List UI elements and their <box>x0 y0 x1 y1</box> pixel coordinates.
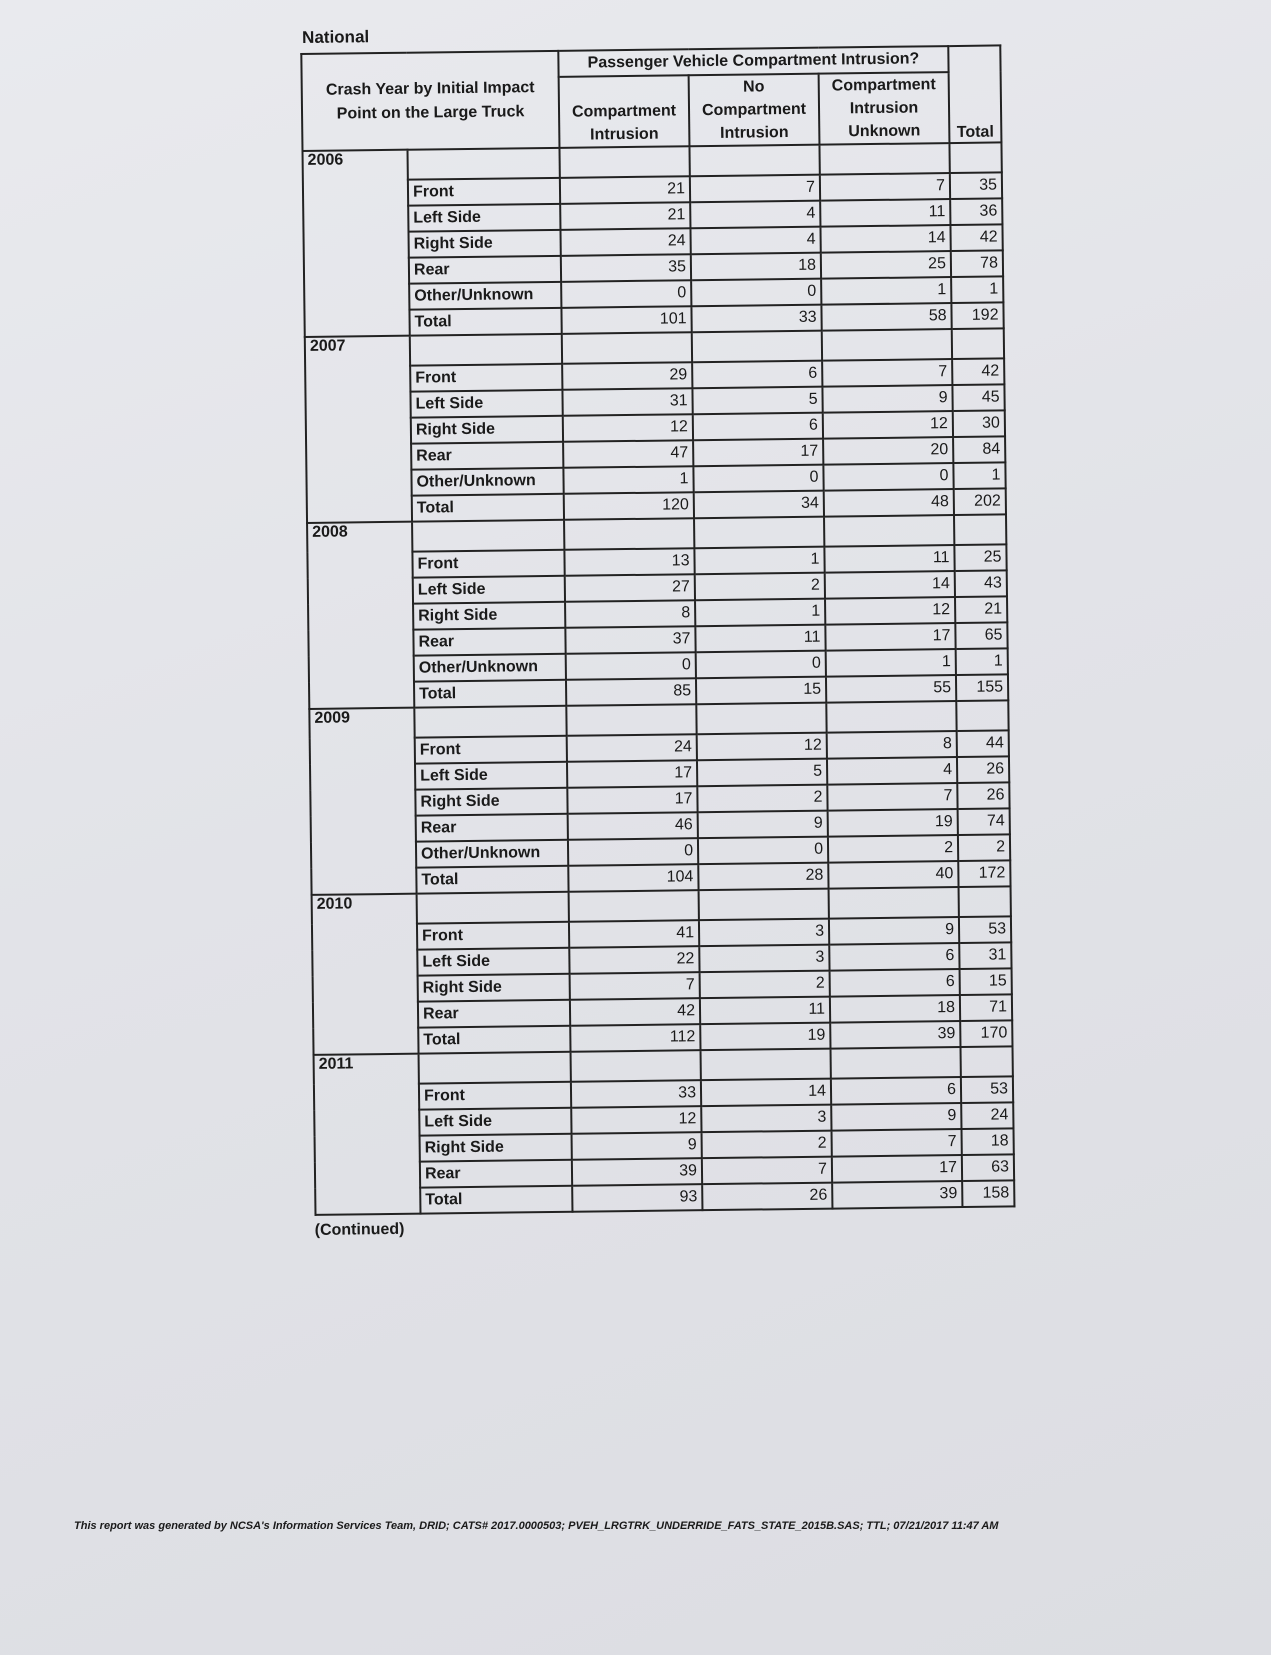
impact-point-cell: Total <box>420 1186 572 1214</box>
value-cell: 7 <box>827 783 957 811</box>
empty-cell <box>699 889 829 921</box>
value-cell: 24 <box>560 228 690 256</box>
value-cell: 37 <box>565 626 695 654</box>
value-cell: 14 <box>701 1079 831 1107</box>
impact-point-cell: Front <box>412 550 564 578</box>
empty-cell <box>694 517 824 549</box>
year-cell: 2008 <box>307 522 414 709</box>
value-cell: 85 <box>566 678 696 706</box>
value-cell: 24 <box>961 1102 1013 1129</box>
col-header-unknown: Compartment Intrusion Unknown <box>819 72 950 145</box>
value-cell: 3 <box>699 945 829 973</box>
value-cell: 1 <box>956 648 1008 675</box>
value-cell: 41 <box>569 920 699 948</box>
empty-cell <box>564 518 694 550</box>
value-cell: 15 <box>696 677 826 705</box>
value-cell: 39 <box>832 1181 962 1209</box>
empty-cell <box>407 148 559 180</box>
value-cell: 45 <box>952 384 1004 411</box>
value-cell: 65 <box>955 622 1007 649</box>
year-cell: 2010 <box>312 894 419 1055</box>
value-cell: 6 <box>831 1077 961 1105</box>
impact-point-cell: Front <box>410 364 562 392</box>
empty-cell <box>417 892 569 924</box>
value-cell: 31 <box>562 388 692 416</box>
value-cell: 7 <box>822 359 952 387</box>
impact-point-cell: Front <box>415 736 567 764</box>
col-header-no-intrusion: No Compartment Intrusion <box>689 74 820 147</box>
value-cell: 35 <box>561 254 691 282</box>
empty-cell <box>571 1050 701 1082</box>
value-cell: 58 <box>821 303 951 331</box>
value-cell: 63 <box>962 1154 1014 1181</box>
value-cell: 25 <box>821 251 951 279</box>
value-cell: 1 <box>563 466 693 494</box>
value-cell: 48 <box>824 489 954 517</box>
region-label: National <box>301 27 370 47</box>
value-cell: 0 <box>693 465 823 493</box>
value-cell: 6 <box>830 969 960 997</box>
empty-cell <box>826 701 956 733</box>
value-cell: 17 <box>825 623 955 651</box>
value-cell: 1 <box>821 277 951 305</box>
value-cell: 101 <box>561 306 691 334</box>
value-cell: 12 <box>823 411 953 439</box>
value-cell: 12 <box>697 733 827 761</box>
impact-point-cell: Right Side <box>408 230 560 258</box>
value-cell: 6 <box>693 413 823 441</box>
value-cell: 0 <box>698 837 828 865</box>
value-cell: 7 <box>690 175 820 203</box>
empty-cell <box>414 706 566 738</box>
value-cell: 74 <box>958 808 1010 835</box>
impact-point-cell: Rear <box>420 1160 572 1188</box>
value-cell: 4 <box>690 201 820 229</box>
value-cell: 2 <box>697 785 827 813</box>
empty-cell <box>956 700 1008 731</box>
value-cell: 11 <box>700 997 830 1025</box>
impact-point-cell: Front <box>419 1082 571 1110</box>
value-cell: 0 <box>696 651 826 679</box>
value-cell: 53 <box>961 1076 1013 1103</box>
value-cell: 46 <box>568 812 698 840</box>
value-cell: 3 <box>699 919 829 947</box>
impact-point-cell: Rear <box>409 256 561 284</box>
value-cell: 12 <box>571 1106 701 1134</box>
impact-point-cell: Other/Unknown <box>414 654 566 682</box>
value-cell: 12 <box>825 597 955 625</box>
empty-cell <box>696 703 826 735</box>
impact-point-cell: Other/Unknown <box>409 282 561 310</box>
value-cell: 14 <box>820 225 950 253</box>
value-cell: 158 <box>962 1180 1014 1207</box>
impact-point-cell: Right Side <box>411 416 563 444</box>
value-cell: 93 <box>572 1184 702 1212</box>
impact-point-cell: Rear <box>418 1000 570 1028</box>
year-cell: 2009 <box>309 708 416 895</box>
value-cell: 44 <box>957 730 1009 757</box>
impact-point-cell: Front <box>417 922 569 950</box>
value-cell: 21 <box>560 176 690 204</box>
value-cell: 9 <box>572 1132 702 1160</box>
value-cell: 1 <box>826 649 956 677</box>
impact-point-cell: Left Side <box>419 1108 571 1136</box>
impact-point-cell: Left Side <box>413 576 565 604</box>
value-cell: 14 <box>825 571 955 599</box>
value-cell: 31 <box>959 942 1011 969</box>
value-cell: 28 <box>698 863 828 891</box>
value-cell: 47 <box>563 440 693 468</box>
value-cell: 12 <box>563 414 693 442</box>
empty-cell <box>829 887 959 919</box>
value-cell: 7 <box>570 972 700 1000</box>
value-cell: 21 <box>955 596 1007 623</box>
value-cell: 8 <box>827 731 957 759</box>
value-cell: 71 <box>960 994 1012 1021</box>
value-cell: 1 <box>694 547 824 575</box>
impact-point-cell: Left Side <box>415 762 567 790</box>
value-cell: 21 <box>560 202 690 230</box>
value-cell: 9 <box>822 385 952 413</box>
report-page <box>300 19 1016 1239</box>
value-cell: 17 <box>567 786 697 814</box>
value-cell: 6 <box>692 361 822 389</box>
value-cell: 22 <box>569 946 699 974</box>
value-cell: 4 <box>827 757 957 785</box>
impact-point-cell: Rear <box>411 442 563 470</box>
group-header: Passenger Vehicle Compartment Intrusion? <box>558 46 948 77</box>
value-cell: 8 <box>565 600 695 628</box>
empty-cell <box>410 334 562 366</box>
impact-point-cell: Front <box>408 178 560 206</box>
impact-point-cell: Total <box>418 1026 570 1054</box>
value-cell: 53 <box>959 916 1011 943</box>
value-cell: 170 <box>960 1020 1012 1047</box>
value-cell: 36 <box>950 198 1002 225</box>
impact-point-cell: Total <box>409 308 561 336</box>
value-cell: 5 <box>697 759 827 787</box>
empty-cell <box>692 331 822 363</box>
empty-cell <box>824 515 954 547</box>
impact-point-cell: Total <box>412 494 564 522</box>
value-cell: 9 <box>698 811 828 839</box>
impact-point-cell: Right Side <box>413 602 565 630</box>
col-header-intrusion: Compartment Intrusion <box>559 75 690 148</box>
table-body <box>303 142 1015 1214</box>
value-cell: 24 <box>567 734 697 762</box>
value-cell: 55 <box>826 675 956 703</box>
value-cell: 7 <box>820 173 950 201</box>
value-cell: 2 <box>958 834 1010 861</box>
impact-point-cell: Right Side <box>415 788 567 816</box>
value-cell: 30 <box>953 410 1005 437</box>
empty-cell <box>689 145 819 177</box>
value-cell: 120 <box>564 492 694 520</box>
value-cell: 1 <box>953 462 1005 489</box>
value-cell: 25 <box>954 544 1006 571</box>
value-cell: 0 <box>691 279 821 307</box>
value-cell: 0 <box>561 280 691 308</box>
value-cell: 84 <box>953 436 1005 463</box>
empty-cell <box>419 1052 571 1084</box>
value-cell: 35 <box>950 172 1002 199</box>
empty-cell <box>822 329 952 361</box>
value-cell: 1 <box>695 599 825 627</box>
empty-cell <box>949 142 1001 173</box>
value-cell: 6 <box>829 943 959 971</box>
crash-table <box>300 44 1015 1215</box>
continued-note: (Continued) <box>314 1220 405 1239</box>
impact-point-cell: Left Side <box>417 948 569 976</box>
value-cell: 42 <box>950 224 1002 251</box>
value-cell: 33 <box>571 1080 701 1108</box>
value-cell: 27 <box>565 574 695 602</box>
value-cell: 9 <box>829 917 959 945</box>
value-cell: 202 <box>954 488 1006 515</box>
report-footer: This report was generated by NCSA's Information Services Team, DRID; CATS# 2017.0000503; PVEH_LRGTRK_UNDERRIDE_FATS_STATE_2015B.SAS; TTL; 07/21/2017 11:47 AM <box>74 1520 999 1532</box>
empty-cell <box>701 1049 831 1081</box>
value-cell: 5 <box>692 387 822 415</box>
year-cell: 2007 <box>305 336 412 523</box>
impact-point-cell: Right Side <box>418 974 570 1002</box>
value-cell: 155 <box>956 674 1008 701</box>
year-cell: 2011 <box>314 1054 421 1215</box>
value-cell: 29 <box>562 362 692 390</box>
empty-cell <box>569 890 699 922</box>
impact-point-cell: Other/Unknown <box>416 840 568 868</box>
value-cell: 18 <box>691 253 821 281</box>
value-cell: 172 <box>958 860 1010 887</box>
value-cell: 34 <box>694 491 824 519</box>
value-cell: 17 <box>567 760 697 788</box>
value-cell: 18 <box>962 1128 1014 1155</box>
value-cell: 18 <box>830 995 960 1023</box>
empty-cell <box>819 143 949 175</box>
value-cell: 2 <box>695 573 825 601</box>
value-cell: 39 <box>830 1021 960 1049</box>
value-cell: 104 <box>568 864 698 892</box>
impact-point-cell: Left Side <box>408 204 560 232</box>
empty-cell <box>954 514 1006 545</box>
value-cell: 26 <box>957 756 1009 783</box>
value-cell: 0 <box>566 652 696 680</box>
value-cell: 33 <box>691 305 821 333</box>
empty-cell <box>831 1047 961 1079</box>
value-cell: 2 <box>702 1131 832 1159</box>
value-cell: 78 <box>951 250 1003 277</box>
value-cell: 40 <box>828 861 958 889</box>
value-cell: 17 <box>693 439 823 467</box>
empty-cell <box>412 520 564 552</box>
value-cell: 112 <box>570 1024 700 1052</box>
empty-cell <box>960 1046 1012 1077</box>
empty-cell <box>959 886 1011 917</box>
empty-cell <box>559 146 689 178</box>
value-cell: 42 <box>570 998 700 1026</box>
impact-point-cell: Rear <box>413 628 565 656</box>
value-cell: 15 <box>960 968 1012 995</box>
empty-cell <box>562 332 692 364</box>
value-cell: 2 <box>828 835 958 863</box>
empty-cell <box>566 704 696 736</box>
value-cell: 0 <box>823 463 953 491</box>
value-cell: 42 <box>952 358 1004 385</box>
value-cell: 43 <box>955 570 1007 597</box>
value-cell: 192 <box>951 302 1003 329</box>
value-cell: 3 <box>701 1105 831 1133</box>
value-cell: 11 <box>695 625 825 653</box>
impact-point-cell: Total <box>414 680 566 708</box>
value-cell: 4 <box>690 227 820 255</box>
year-cell: 2006 <box>303 150 410 337</box>
impact-point-cell: Left Side <box>410 390 562 418</box>
impact-point-cell: Right Side <box>420 1134 572 1162</box>
value-cell: 19 <box>700 1023 830 1051</box>
impact-point-cell: Total <box>416 866 568 894</box>
row-header: Crash Year by Initial Impact Point on the Large Truck <box>301 51 559 151</box>
value-cell: 7 <box>832 1129 962 1157</box>
empty-cell <box>952 328 1004 359</box>
total-header: Total <box>948 45 1001 143</box>
value-cell: 11 <box>824 545 954 573</box>
value-cell: 1 <box>951 276 1003 303</box>
impact-point-cell: Other/Unknown <box>411 468 563 496</box>
value-cell: 13 <box>564 548 694 576</box>
value-cell: 9 <box>831 1103 961 1131</box>
value-cell: 17 <box>832 1155 962 1183</box>
value-cell: 20 <box>823 437 953 465</box>
value-cell: 26 <box>957 782 1009 809</box>
value-cell: 7 <box>702 1157 832 1185</box>
value-cell: 2 <box>700 971 830 999</box>
value-cell: 19 <box>828 809 958 837</box>
value-cell: 26 <box>702 1183 832 1211</box>
value-cell: 11 <box>820 199 950 227</box>
value-cell: 0 <box>568 838 698 866</box>
value-cell: 39 <box>572 1158 702 1186</box>
impact-point-cell: Rear <box>416 814 568 842</box>
